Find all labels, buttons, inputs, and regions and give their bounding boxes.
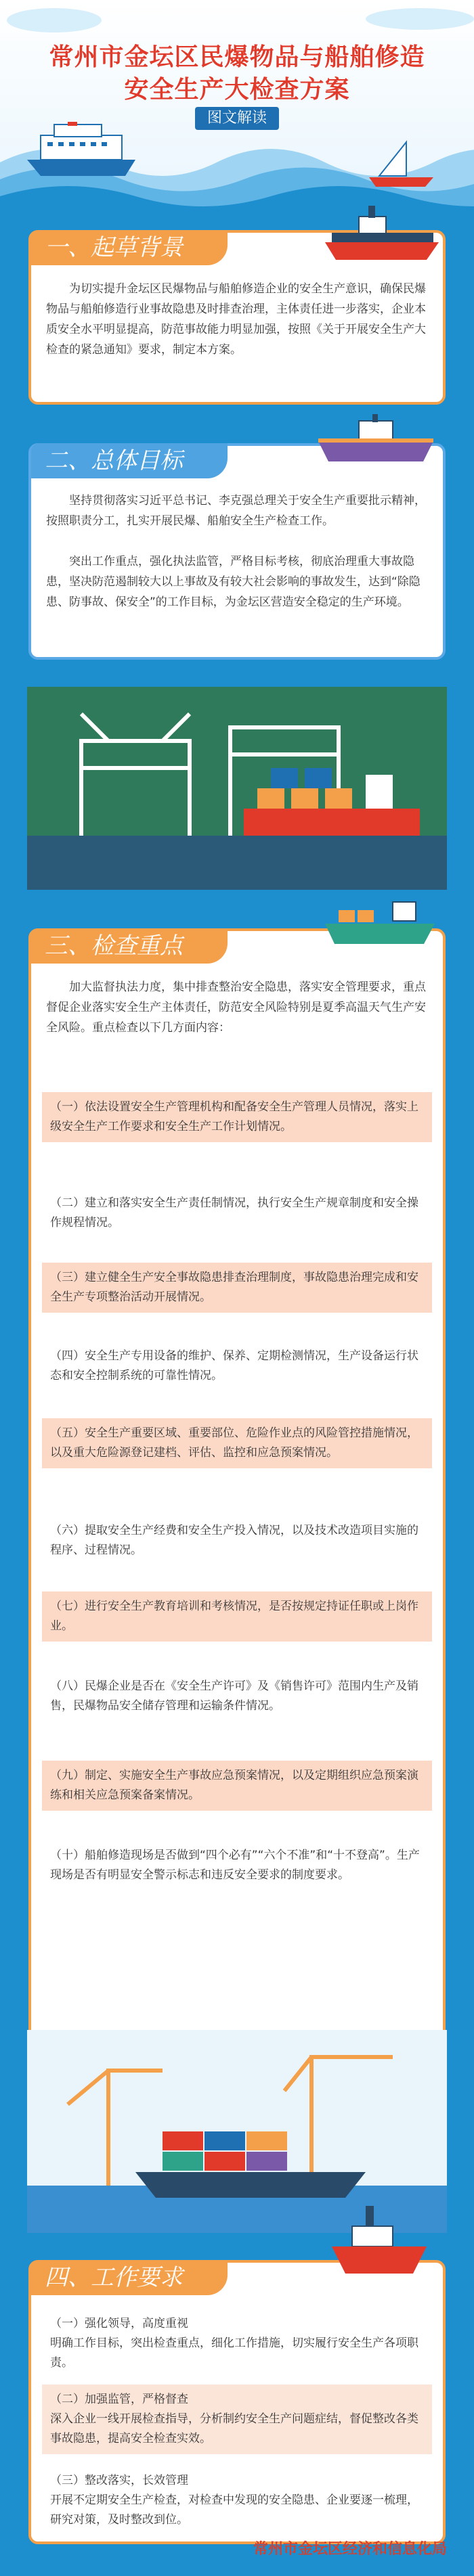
page-title-line1: 常州市金坛区民爆物品与船舶修造 — [49, 43, 425, 71]
footer-organization: 常州市金坛区经济和信息化局 — [253, 2540, 447, 2558]
item-body: 明确工作目标，突出检查重点，细化工作措施，切实履行安全生产各项职责。 — [50, 2336, 418, 2370]
list-item: （七）进行安全生产教育培训和考核情况，是否按规定持证任职或上岗作业。 — [42, 1591, 432, 1642]
cargo-ship-icon — [318, 897, 440, 951]
cruise-ship-icon — [27, 122, 135, 176]
section-background — [28, 443, 446, 660]
section-body: 坚持贯彻落实习近平总书记、李克强总理关于安全生产重要批示精神，按照职责分工，扎实开展民爆、船舶安全生产检查工作。 — [46, 494, 426, 528]
item-title: （二）加强监管，严格督查 — [50, 2393, 188, 2406]
list-item: （一）依法设置安全生产管理机构和配备安全生产管理人员情况，落实上级安全生产工作要求和安全生产工作计划情况。 — [42, 1092, 432, 1142]
section-heading: 四、工作要求 — [31, 2260, 228, 2295]
list-item — [42, 2385, 432, 2454]
list-item: （二）建立和落实安全生产责任制情况，执行安全生产规章制度和安全操作规程情况。 — [50, 1196, 418, 1229]
section-body: 突出工作重点，强化执法监管，严格目标考核，彻底治理重大事故隐患，坚决防范遏制较大以上事故及有较大社会影响的事故发生，达到“除隐患、防事故、保安全”的工作目标，为金坛区营造安全稳定的生产环境。 — [46, 555, 421, 609]
list-item: （五）安全生产重要区域、重要部位、危险作业点的风险管控措施情况，以及重大危险源登记建档、评估、监控和应急预案情况。 — [42, 1418, 432, 1468]
section-heading: 三、检查重点 — [31, 928, 228, 964]
list-item — [42, 2466, 432, 2535]
item-title: （一）强化领导，高度重视 — [50, 2317, 188, 2330]
warship-icon — [325, 2199, 433, 2280]
list-item: （八）民爆企业是否在《安全生产许可》及《销售许可》范围内生产及销售，民爆物品安全储存管理和运输条件情况。 — [50, 1679, 418, 1713]
subtitle-badge: 图文解读 — [195, 107, 279, 130]
section-body: 加大监督执法力度，集中排查整治安全隐患，落实安全管理要求，重点督促企业落实安全生产主体责任，防范安全风险特别是夏季高温天气生产安全风险。重点检查以下几方面内容： — [46, 980, 426, 1035]
item-body: 深入企业一线开展检查指导，分析制约安全生产问题症结，督促整改各类事故隐患，提高安全检查实效。 — [50, 2412, 418, 2445]
sailboat-icon — [369, 142, 433, 187]
list-item — [42, 2309, 432, 2378]
section-heading: 二、总体目标 — [31, 443, 228, 478]
list-item: （十）船舶修造现场是否做到“四个必有”“六个不准”和“十不登高”。生产现场是否有明显安全警示标志和违反安全要求的制度要求。 — [50, 1849, 420, 1882]
section-heading: 一、起草背景 — [31, 230, 228, 265]
list-item: （四）安全生产专用设备的维护、保养、定期检测情况，生产设备运行状态和安全控制系统的可靠性情况。 — [50, 1349, 418, 1382]
list-item: （三）建立健全生产安全事故隐患排查治理制度，事故隐患治理完成和安全生产专项整治活动开展情况。 — [42, 1263, 432, 1313]
section-background — [28, 2260, 446, 2544]
tanker-ship-icon — [318, 203, 440, 264]
cloud-decoration — [0, 0, 474, 41]
tugboat-icon — [311, 414, 440, 468]
list-item: （九）制定、实施安全生产事故应急预案情况，以及定期组织应急预案演练和相关应急预案备案情况。 — [42, 1761, 432, 1811]
page-title-line2: 安全生产大检查方案 — [124, 75, 350, 104]
port-illustration — [27, 687, 447, 890]
item-title: （三）整改落实，长效管理 — [50, 2474, 188, 2487]
list-item: （六）提取安全生产经费和安全生产投入情况，以及技术改造项目实施的程序、过程情况。 — [50, 1524, 418, 1557]
wave-decoration — [0, 122, 474, 217]
section-background — [28, 928, 446, 2219]
item-body: 开展不定期安全生产检查，对检查中发现的安全隐患、企业要逐一梳理，研究对策，及时整改到位。 — [50, 2493, 418, 2527]
section-body: 为切实提升金坛区民爆物品与船舶修造企业的安全生产意识，确保民爆物品与船舶修造行业事故隐患及时排查治理，主体责任进一步落实，企业本质安全水平明显提高，防范事故能力明显加强，按照《关于开展安全生产大检查的紧急通知》要求，制定本方案。 — [46, 282, 426, 357]
